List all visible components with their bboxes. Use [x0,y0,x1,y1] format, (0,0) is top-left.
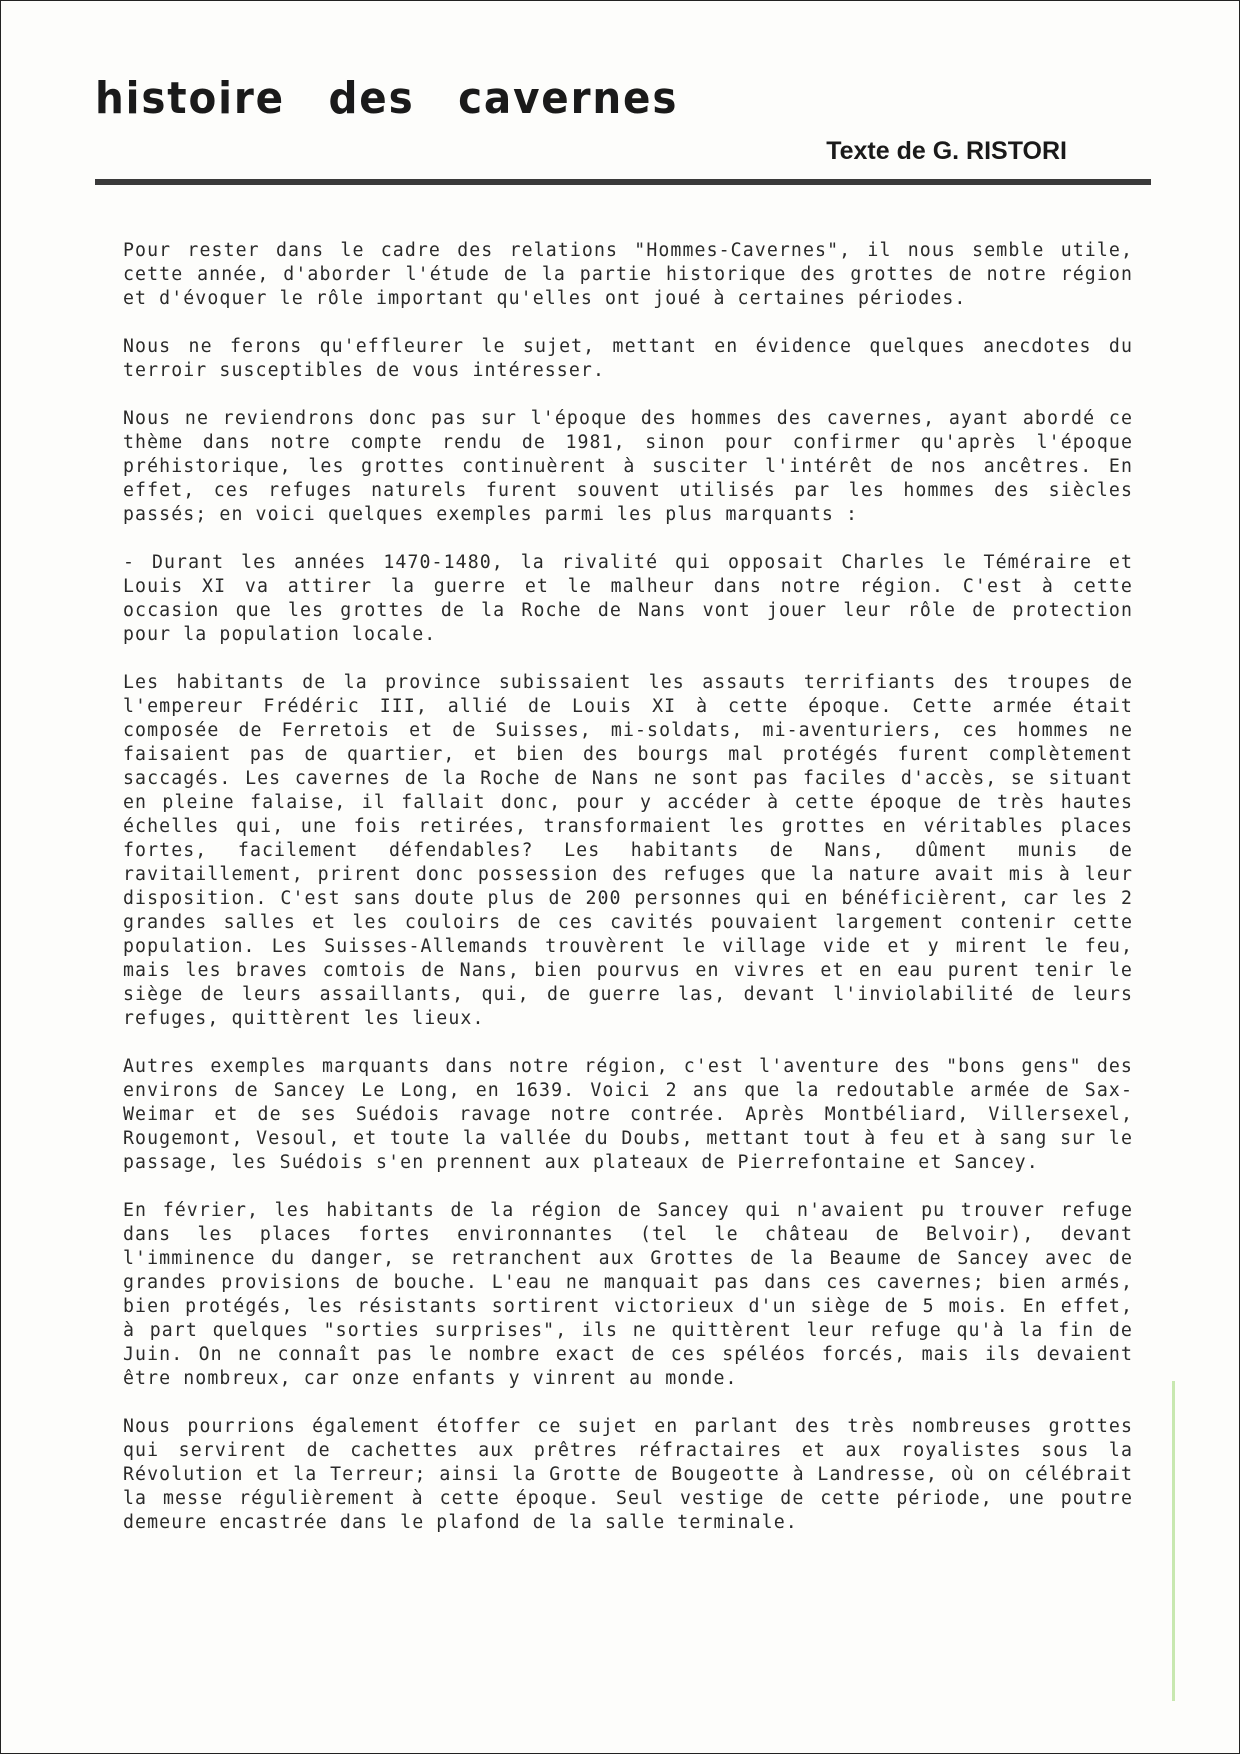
author-credit: Texte de G. RISTORI [826,137,1067,165]
title-divider [95,179,1151,185]
article-body [123,239,1133,1559]
scan-edge-mark [1172,1381,1175,1701]
paragraph: Nous ne reviendrons donc pas sur l'époque des hommes des cavernes, ayant abordé ce thème dans notre compte rendu de 1981, sinon pour confirmer qu'après l'époque préhistorique, les grottes continuèrent à susciter l'intérêt de nos ancêtres. En effet, ces refuges naturels furent souvent utilisés par les hommes des siècles passés; en voici quelques exemples parmi les plus marquants : [123,408,1133,525]
page-title: histoire des cavernes [95,73,679,124]
paragraph: Nous ne ferons qu'effleurer le sujet, mettant en évidence quelques anecdotes du terroir susceptibles de vous intéresser. [123,336,1133,381]
paragraph: Les habitants de la province subissaient les assauts terrifiants des troupes de l'empereur Frédéric III, allié de Louis XI à cette époque. Cette armée était composée de Ferretois et de Suisses, mi-soldats, mi-aventuriers, ces hommes ne faisaient pas de quartier, et bien des bourgs mal protégés furent complètement saccagés. Les cavernes de la Roche de Nans ne sont pas faciles d'accès, se situant en pleine falaise, il fallait donc, pour y accéder à cette époque de très hautes échelles qui, une fois retirées, transformaient les grottes en véritables places fortes, facilement défendables? Les habitants de Nans, dûment munis de ravitaillement, prirent donc possession des refuges que la nature avait mis à leur disposition. C'est sans doute plus de 200 personnes qui en bénéficièrent, car les 2 grandes salles et les couloirs de ces cavités pouvaient largement contenir cette population. Les Suisses-Allemands trouvèrent le village vide et y mirent le feu, mais les braves comtois de Nans, bien pourvus en vivres et en eau purent tenir le siège de leurs assaillants, qui, de guerre las, devant l'inviolabilité de leurs refuges, quittèrent les lieux. [123,672,1133,1029]
paragraph: Nous pourrions également étoffer ce sujet en parlant des très nombreuses grottes qui servirent de cachettes aux prêtres réfractaires et aux royalistes sous la Révolution et la Terreur; ainsi la Grotte de Bougeotte à Landresse, où on célébrait la messe régulièrement à cette époque. Seul vestige de cette période, une poutre demeure encastrée dans le plafond de la salle terminale. [123,1416,1133,1533]
paragraph: - Durant les années 1470-1480, la rivalité qui opposait Charles le Téméraire et Louis XI va attirer la guerre et le malheur dans notre région. C'est à cette occasion que les grottes de la Roche de Nans vont jouer leur rôle de protection pour la population locale. [123,552,1133,645]
paragraph: Autres exemples marquants dans notre région, c'est l'aventure des "bons gens" des environs de Sancey Le Long, en 1639. Voici 2 ans que la redoutable armée de Sax-Weimar et de ses Suédois ravage notre contrée. Après Montbéliard, Villersexel, Rougemont, Vesoul, et toute la vallée du Doubs, mettant tout à feu et à sang sur le passage, les Suédois s'en prennent aux plateaux de Pierrefontaine et Sancey. [123,1056,1133,1173]
paragraph: En février, les habitants de la région de Sancey qui n'avaient pu trouver refuge dans les places fortes environnantes (tel le château de Belvoir), devant l'imminence du danger, se retranchent aux Grottes de la Beaume de Sancey avec de grandes provisions de bouche. L'eau ne manquait pas dans ces cavernes; bien armés, bien protégés, les résistants sortirent victorieux d'un siège de 5 mois. En effet, à part quelques "sorties surprises", ils ne quittèrent leur refuge qu'à la fin de Juin. On ne connaît pas le nombre exact de ces spéléos forcés, mais ils devaient être nombreux, car onze enfants y vinrent au monde. [123,1200,1133,1389]
paragraph: Pour rester dans le cadre des relations "Hommes-Cavernes", il nous semble utile, cette année, d'aborder l'étude de la partie historique des grottes de notre région et d'évoquer le rôle important qu'elles ont joué à certaines périodes. [123,240,1133,309]
